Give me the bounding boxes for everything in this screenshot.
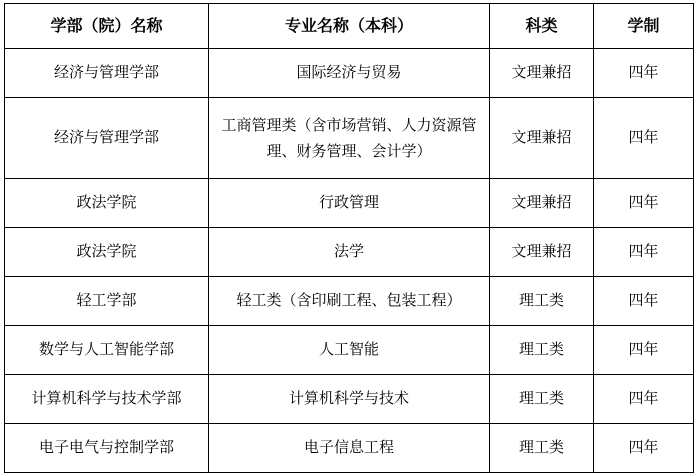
cell-category: 文理兼招	[490, 49, 594, 98]
cell-length: 四年	[594, 179, 694, 228]
cell-category: 文理兼招	[490, 228, 594, 277]
table-row	[5, 326, 694, 375]
table-row	[5, 98, 694, 179]
cell-faculty: 电子电气与控制学部	[5, 424, 209, 473]
cell-major: 电子信息工程	[209, 424, 490, 473]
cell-category: 文理兼招	[490, 98, 594, 179]
cell-faculty: 数学与人工智能学部	[5, 326, 209, 375]
table-row	[5, 424, 694, 473]
cell-category: 文理兼招	[490, 179, 594, 228]
column-header-length: 学制	[594, 4, 694, 49]
cell-major: 行政管理	[209, 179, 490, 228]
cell-faculty: 轻工学部	[5, 277, 209, 326]
table-row	[5, 49, 694, 98]
cell-category: 理工类	[490, 277, 594, 326]
cell-length: 四年	[594, 98, 694, 179]
column-header-category: 科类	[490, 4, 594, 49]
cell-major: 计算机科学与技术	[209, 375, 490, 424]
cell-major: 工商管理类（含市场营销、人力资源管理、财务管理、会计学）	[209, 98, 490, 179]
column-header-major: 专业名称（本科）	[209, 4, 490, 49]
major-table-container	[0, 3, 697, 457]
cell-length: 四年	[594, 424, 694, 473]
column-header-faculty: 学部（院）名称	[5, 4, 209, 49]
table-row	[5, 228, 694, 277]
cell-length: 四年	[594, 277, 694, 326]
cell-category: 理工类	[490, 375, 594, 424]
table-row	[5, 375, 694, 424]
table-header-row	[5, 4, 694, 49]
cell-length: 四年	[594, 49, 694, 98]
cell-category: 理工类	[490, 424, 594, 473]
cell-faculty: 经济与管理学部	[5, 98, 209, 179]
cell-major: 法学	[209, 228, 490, 277]
cell-length: 四年	[594, 326, 694, 375]
cell-faculty: 计算机科学与技术学部	[5, 375, 209, 424]
cell-major: 轻工类（含印刷工程、包装工程）	[209, 277, 490, 326]
cell-category: 理工类	[490, 326, 594, 375]
cell-faculty: 政法学院	[5, 228, 209, 277]
cell-faculty: 经济与管理学部	[5, 49, 209, 98]
table-header	[5, 4, 694, 49]
cell-major: 国际经济与贸易	[209, 49, 490, 98]
cell-major: 人工智能	[209, 326, 490, 375]
table-row	[5, 179, 694, 228]
cell-length: 四年	[594, 228, 694, 277]
major-list-table	[4, 3, 694, 473]
cell-length: 四年	[594, 375, 694, 424]
table-body	[5, 49, 694, 473]
cell-faculty: 政法学院	[5, 179, 209, 228]
table-row	[5, 277, 694, 326]
